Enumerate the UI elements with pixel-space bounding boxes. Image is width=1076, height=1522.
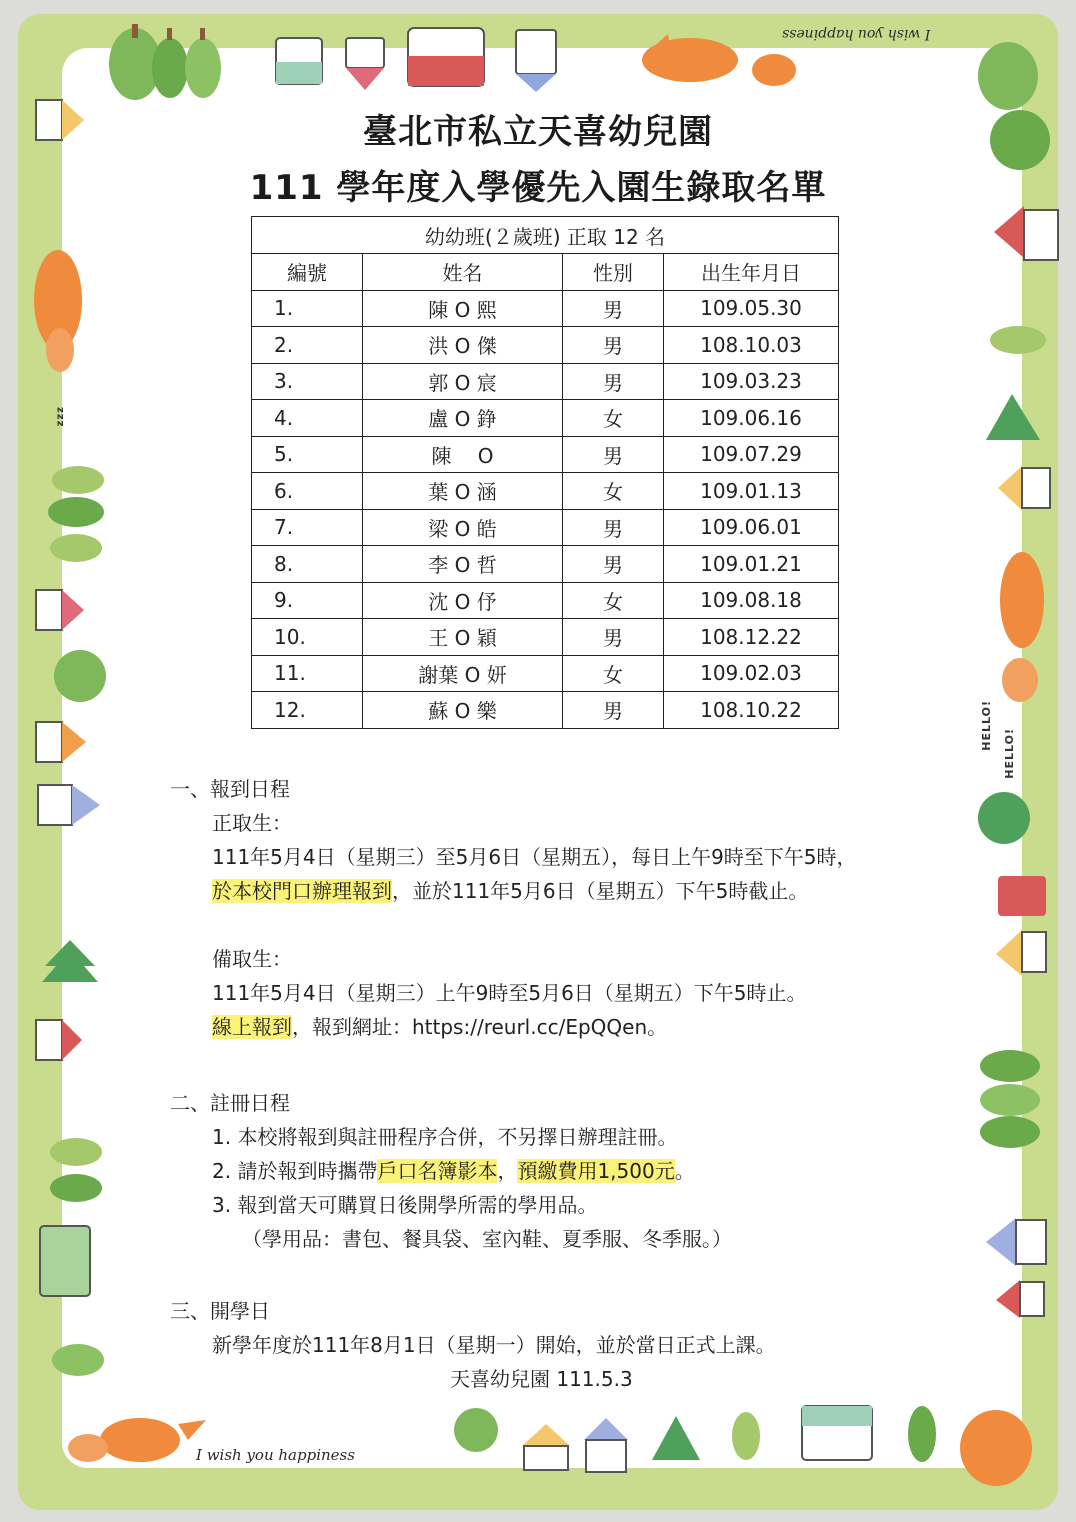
row-name: 李 O 哲 — [363, 546, 563, 583]
row-birthdate: 109.03.23 — [664, 363, 839, 400]
row-birthdate: 108.10.03 — [664, 327, 839, 364]
table-row — [252, 692, 839, 729]
item-2-pre: 2. 請於報到時攜帶 — [212, 1159, 378, 1183]
school-start-line: 新學年度於111年8月1日（星期一）開始，並於當日正式上課。 — [212, 1333, 776, 1357]
fox-icon — [1000, 552, 1044, 702]
table-row — [252, 619, 839, 656]
row-birthdate: 109.01.13 — [664, 473, 839, 510]
header-cell: 性別 — [563, 254, 664, 291]
waitlist-line-2-end: 。 — [647, 1015, 668, 1039]
table-row — [252, 290, 839, 327]
row-number: 8. — [252, 546, 363, 583]
fox-icon — [34, 250, 82, 372]
zzz-text: zzz — [55, 406, 66, 427]
regular-line-2 — [170, 874, 857, 908]
section-heading: 一、報到日程 — [170, 777, 290, 801]
row-number: 9. — [252, 582, 363, 619]
header-cell: 出生年月日 — [664, 254, 839, 291]
row-gender: 男 — [563, 327, 664, 364]
table-row — [252, 473, 839, 510]
row-name: 盧 O 錚 — [363, 400, 563, 437]
row-birthdate: 109.07.29 — [664, 436, 839, 473]
fox-icon — [642, 34, 796, 86]
row-name: 葉 O 涵 — [363, 473, 563, 510]
row-gender: 女 — [563, 582, 664, 619]
row-gender: 男 — [563, 290, 664, 327]
hello-text: HELLO! — [980, 700, 993, 751]
row-name: 謝葉 O 妍 — [363, 655, 563, 692]
row-gender: 女 — [563, 655, 664, 692]
regular-line-1: 111年5月4日（星期三）至5月6日（星期五），每日上午9時至下午5時， — [212, 845, 857, 869]
row-name: 郭 O 宸 — [363, 363, 563, 400]
highlight-text: 於本校門口辦理報到 — [212, 879, 392, 903]
house-icon — [986, 206, 1058, 1318]
row-number: 12. — [252, 692, 363, 729]
item-2-end: 。 — [674, 1159, 695, 1183]
row-number: 3. — [252, 363, 363, 400]
row-birthdate: 109.02.03 — [664, 655, 839, 692]
table-row — [252, 400, 839, 437]
section-heading: 三、開學日 — [170, 1299, 270, 1323]
table-row — [252, 655, 839, 692]
table-header-row — [252, 254, 839, 291]
enrollment-item-1: 1. 本校將報到與註冊程序合併，不另擇日辦理註冊。 — [212, 1125, 678, 1149]
row-birthdate: 108.12.22 — [664, 619, 839, 656]
supplies-note: （學用品：書包、餐具袋、室內鞋、夏季服、冬季服。） — [242, 1227, 732, 1251]
admission-table — [251, 216, 839, 729]
header-cell: 編號 — [252, 254, 363, 291]
table-row — [252, 546, 839, 583]
row-name: 沈 O 伃 — [363, 582, 563, 619]
waitlist-line-2 — [170, 1010, 857, 1044]
row-gender: 男 — [563, 363, 664, 400]
row-gender: 女 — [563, 473, 664, 510]
section-enrollment — [170, 1086, 732, 1256]
row-gender: 男 — [563, 436, 664, 473]
row-gender: 男 — [563, 692, 664, 729]
waitlist-line-1: 111年5月4日（星期三）上午9時至5月6日（星期五）下午5時止。 — [212, 981, 807, 1005]
row-name: 王 O 穎 — [363, 619, 563, 656]
list-title: 111 學年度入學優先入園生錄取名單 — [249, 168, 827, 208]
row-birthdate: 109.08.18 — [664, 582, 839, 619]
bottom-script-text: I wish you happiness — [196, 1446, 355, 1464]
row-number: 6. — [252, 473, 363, 510]
table-caption: 幼幼班(２歲班) 正取 12 名 — [252, 217, 839, 254]
registration-url[interactable]: https://reurl.cc/EpQQen — [412, 1015, 648, 1039]
regular-label: 正取生： — [212, 811, 292, 835]
waitlist-label: 備取生： — [212, 947, 292, 971]
enrollment-item-2 — [170, 1154, 732, 1188]
row-birthdate: 109.06.16 — [664, 400, 839, 437]
hello-text: HELLO! — [1003, 728, 1016, 779]
row-birthdate: 109.05.30 — [664, 290, 839, 327]
house-icon — [276, 28, 556, 92]
row-gender: 女 — [563, 400, 664, 437]
row-name: 陳 O 熙 — [363, 290, 563, 327]
row-number: 11. — [252, 655, 363, 692]
waitlist-line-2-mid: ，報到網址： — [292, 1015, 412, 1039]
regular-line-2-rest: ，並於111年5月6日（星期五）下午5時截止。 — [392, 879, 809, 903]
highlight-text: 線上報到 — [212, 1015, 292, 1039]
section-school-start — [170, 1294, 776, 1396]
highlight-text: 預繳費用1,500元 — [517, 1159, 675, 1183]
row-number: 10. — [252, 619, 363, 656]
header-cell: 姓名 — [363, 254, 563, 291]
highlight-text: 戶口名簿影本 — [377, 1159, 498, 1183]
tree-icon — [109, 24, 221, 100]
table-row — [252, 363, 839, 400]
table-row — [252, 436, 839, 473]
row-number: 4. — [252, 400, 363, 437]
table-row — [252, 582, 839, 619]
item-2-mid: ， — [497, 1159, 518, 1183]
table-row — [252, 327, 839, 364]
row-name: 梁 O 皓 — [363, 509, 563, 546]
row-name: 洪 O 傑 — [363, 327, 563, 364]
section-heading: 二、註冊日程 — [170, 1091, 290, 1115]
row-name: 陳 O — [363, 436, 563, 473]
row-gender: 男 — [563, 509, 664, 546]
section-registration — [170, 772, 857, 1044]
row-gender: 男 — [563, 619, 664, 656]
row-number: 5. — [252, 436, 363, 473]
row-number: 2. — [252, 327, 363, 364]
top-script-text: I wish you happiness — [782, 26, 931, 42]
row-number: 1. — [252, 290, 363, 327]
table-row — [252, 509, 839, 546]
row-birthdate: 108.10.22 — [664, 692, 839, 729]
row-name: 蘇 O 樂 — [363, 692, 563, 729]
row-gender: 男 — [563, 546, 664, 583]
house-icon — [522, 1406, 872, 1472]
row-number: 7. — [252, 509, 363, 546]
row-birthdate: 109.06.01 — [664, 509, 839, 546]
signature: 天喜幼兒園 111.5.3 — [450, 1367, 633, 1391]
school-name: 臺北市私立天喜幼兒園 — [363, 112, 713, 152]
row-birthdate: 109.01.21 — [664, 546, 839, 583]
enrollment-item-3: 3. 報到當天可購買日後開學所需的學用品。 — [212, 1193, 598, 1217]
